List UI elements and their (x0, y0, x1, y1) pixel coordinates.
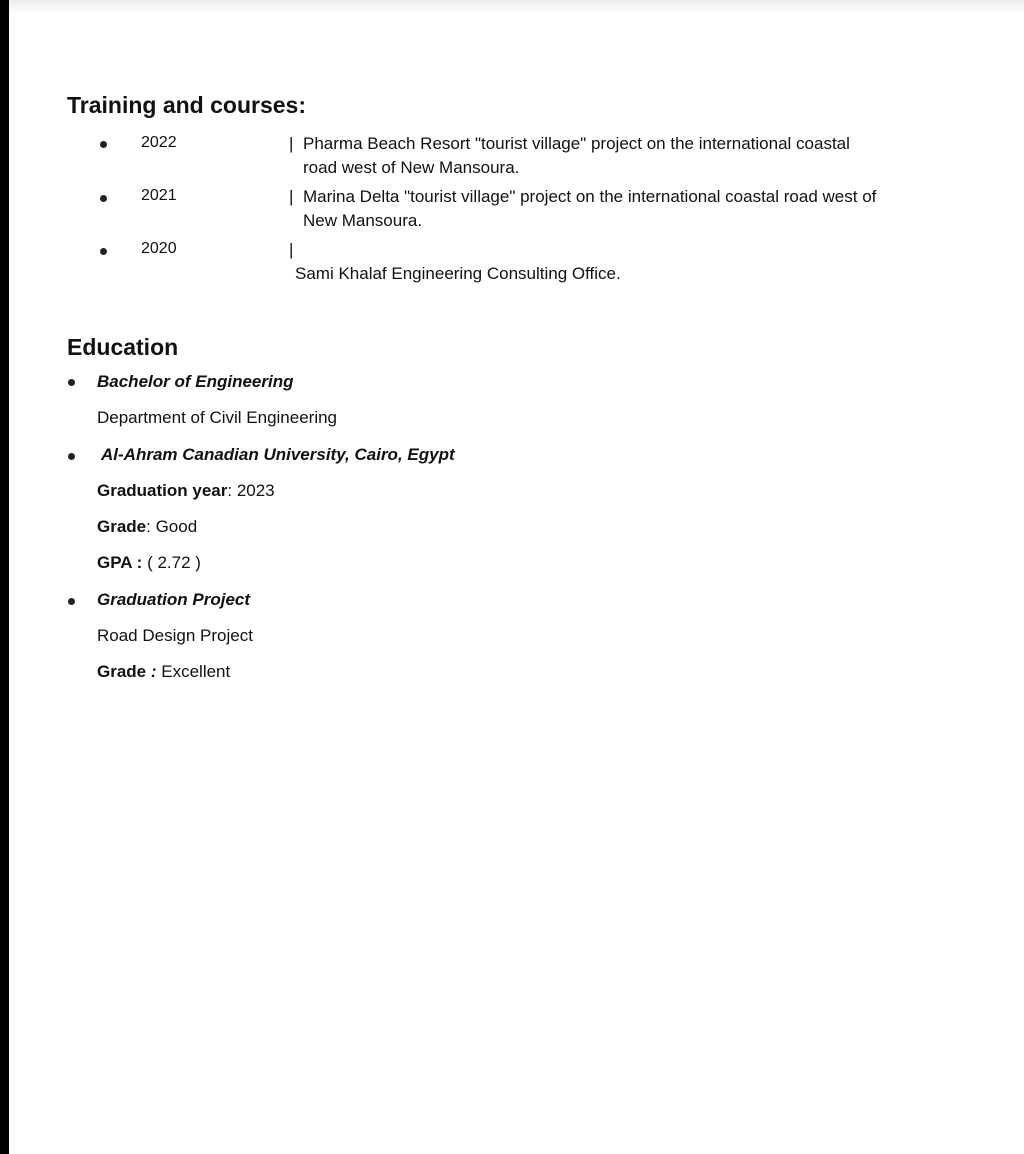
project-grade (97, 662, 230, 682)
graduation-year-value: : 2023 (227, 481, 275, 500)
training-year: 2021 (141, 187, 177, 204)
separator: | (289, 134, 294, 153)
separator: | (289, 187, 294, 206)
project-grade-label: Grade (97, 662, 147, 681)
university-heading: Al-Ahram Canadian University, Cairo, Egypt (101, 445, 455, 464)
graduation-year-label: Graduation year (97, 481, 228, 500)
graduation-project-heading: Graduation Project (97, 590, 251, 609)
bullet-icon (100, 195, 107, 202)
training-description (289, 238, 889, 286)
gpa (97, 553, 201, 573)
project-grade-value: Excellent (156, 662, 231, 681)
training-section-title: Training and courses: (67, 92, 306, 118)
grade (97, 517, 197, 537)
bullet-icon (100, 141, 107, 148)
training-description (289, 132, 889, 180)
top-shadow (9, 0, 1024, 14)
left-edge-bar (0, 0, 9, 1154)
project-name: Road Design Project (97, 626, 253, 645)
gpa-value: ( 2.72 ) (142, 553, 201, 572)
separator: | (289, 240, 294, 259)
training-description (289, 185, 889, 233)
training-text: Sami Khalaf Engineering Consulting Office. (295, 264, 621, 283)
graduation-year (97, 481, 275, 501)
gpa-label: GPA : (97, 553, 143, 572)
training-year: 2022 (141, 134, 177, 151)
bullet-icon (100, 248, 107, 255)
grade-value: : Good (146, 517, 198, 536)
department-text: Department of Civil Engineering (97, 408, 338, 427)
project-grade-colon: : (146, 662, 157, 681)
bullet-icon (68, 453, 75, 460)
degree-heading: Bachelor of Engineering (97, 372, 294, 391)
training-text: Pharma Beach Resort "tourist village" project on the international coastal road west of New Mansoura. (303, 134, 850, 177)
education-section-title: Education (67, 334, 179, 360)
training-year: 2020 (141, 240, 177, 257)
bullet-icon (68, 598, 75, 605)
training-text: Marina Delta "tourist village" project on the international coastal road west of New Mansoura. (303, 187, 877, 230)
bullet-icon (68, 379, 75, 386)
document-page (9, 14, 1024, 1154)
grade-label: Grade (97, 517, 147, 536)
